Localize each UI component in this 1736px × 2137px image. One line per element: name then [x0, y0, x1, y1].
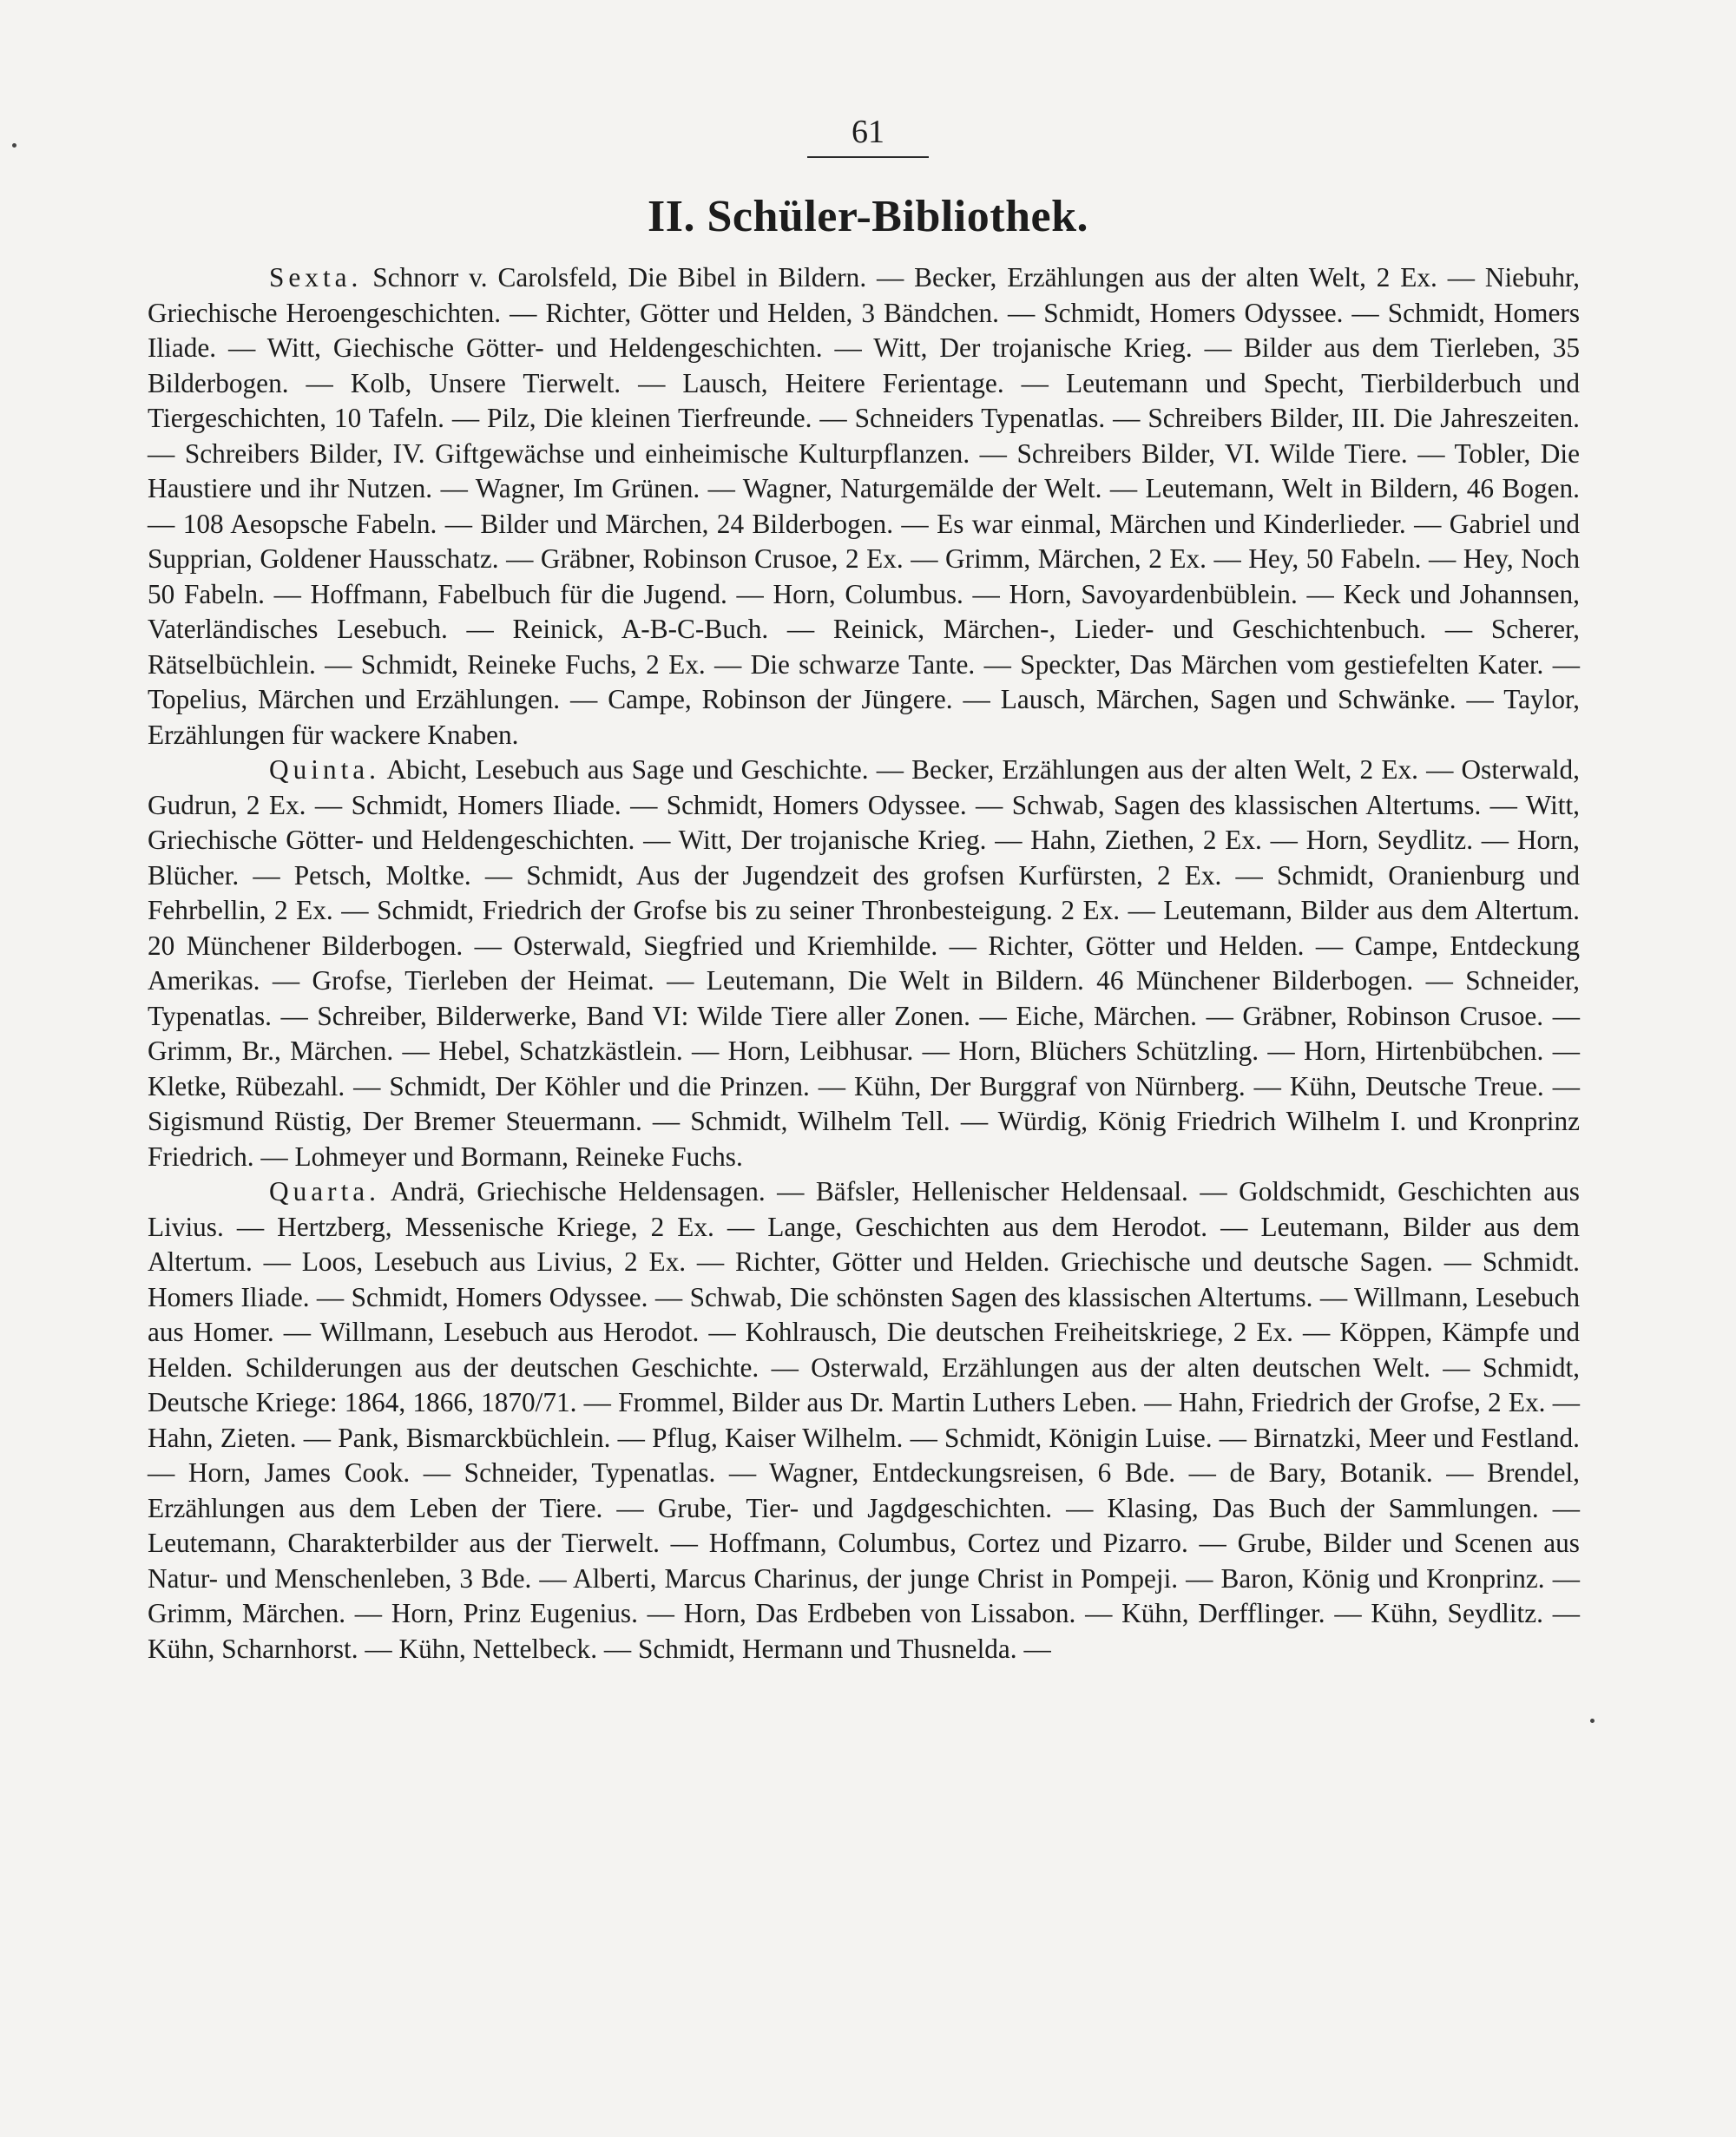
- page-number: 61: [852, 114, 884, 150]
- scan-speck: [1590, 1719, 1595, 1723]
- section-text: Andrä, Griechische Heldensagen. — Bäfsler, Hellenischer Heldensaal. — Goldschmidt, Geschichten aus Livius. — Hertzberg, Messenische Kriege, 2 Ex. — Lange, Geschichten aus dem Herodot. — Leutemann, Bilder aus dem Altertum. — Loos, Lesebuch aus Livius, 2 Ex. — Richter, Götter und Helden. Griechische und deutsche Sagen. — Schmidt. Homers Iliade. — Schmidt, Homers Odyssee. — Schwab, Die schönsten Sagen des klassischen Altertums. — Willmann, Lesebuch aus Homer. — Willmann, Lesebuch aus Herodot. — Kohlrausch, Die deutschen Freiheitskriege, 2 Ex. — Köppen, Kämpfe und Helden. Schilderungen aus der deutschen Geschichte. — Osterwald, Erzählungen aus der alten deutschen Welt. — Schmidt, Deutsche Kriege: 1864, 1866, 1870/71. — Frommel, Bilder aus Dr. Martin Luthers Leben. — Hahn, Friedrich der Grofse, 2 Ex. — Hahn, Zieten. — Pank, Bismarckbüchlein. — Pflug, Kaiser Wilhelm. — Schmidt, Königin Luise. — Birnatzki, Meer und Festland. — Horn, James Cook. — Schneider, Typenatlas. — Wagner, Entdeckungsreisen, 6 Bde. — de Bary, Botanik. — Brendel, Erzählungen aus dem Leben der Tiere. — Grube, Tier- und Jagdgeschichten. — Klasing, Das Buch der Sammlungen. — Leutemann, Charakterbilder aus der Tierwelt. — Hoffmann, Columbus, Cortez und Pizarro. — Grube, Bilder und Scenen aus Natur- und Menschenleben, 3 Bde. — Alberti, Marcus Charinus, der junge Christ in Pompeji. — Baron, König und Kronprinz. — Grimm, Märchen. — Horn, Prinz Eugenius. — Horn, Das Erdbeben von Lissabon. — Kühn, Derfflinger. — Kühn, Seydlitz. — Kühn, Scharnhorst. — Kühn, Nettelbeck. — Schmidt, Hermann und Thusnelda. —: [148, 1176, 1580, 1664]
- scan-speck: [12, 143, 16, 148]
- section-sexta: [148, 260, 1580, 753]
- section-label: Quarta.: [269, 1176, 380, 1207]
- section-quarta: [148, 1174, 1580, 1667]
- section-text: Abicht, Lesebuch aus Sage und Geschichte. — Becker, Erzählungen aus der alten Welt, 2 Ex. — Osterwald, Gudrun, 2 Ex. — Schmidt, Homers Iliade. — Schmidt, Homers Odyssee. — Schwab, Sagen des klassischen Altertums. — Witt, Griechische Götter- und Heldengeschichten. — Witt, Der trojanische Krieg. — Hahn, Ziethen, 2 Ex. — Horn, Seydlitz. — Horn, Blücher. — Petsch, Moltke. — Schmidt, Aus der Jugendzeit des grofsen Kurfürsten, 2 Ex. — Schmidt, Oranienburg und Fehrbellin, 2 Ex. — Schmidt, Friedrich der Grofse bis zu seiner Thronbesteigung. 2 Ex. — Leutemann, Bilder aus dem Altertum. 20 Münchener Bilderbogen. — Osterwald, Siegfried und Kriemhilde. — Richter, Götter und Helden. — Campe, Entdeckung Amerikas. — Grofse, Tierleben der Heimat. — Leutemann, Die Welt in Bildern. 46 Münchener Bilderbogen. — Schneider, Typenatlas. — Schreiber, Bilderwerke, Band VI: Wilde Tiere aller Zonen. — Eiche, Märchen. — Gräbner, Robinson Crusoe. — Grimm, Br., Märchen. — Hebel, Schatzkästlein. — Horn, Leibhusar. — Horn, Blüchers Schützling. — Horn, Hirtenbübchen. — Kletke, Rübezahl. — Schmidt, Der Köhler und die Prinzen. — Kühn, Der Burggraf von Nürnberg. — Kühn, Deutsche Treue. — Sigismund Rüstig, Der Bremer Steuermann. — Schmidt, Wilhelm Tell. — Würdig, König Friedrich Wilhelm I. und Kronprinz Friedrich. — Lohmeyer und Bormann, Reineke Fuchs.: [148, 754, 1580, 1172]
- page-number-rule: [807, 156, 929, 158]
- section-label: Sexta.: [269, 262, 363, 293]
- page-heading: II. Schüler-Bibliothek.: [648, 192, 1088, 241]
- section-text: Schnorr v. Carolsfeld, Die Bibel in Bildern. — Becker, Erzählungen aus der alten Welt, 2 Ex. — Niebuhr, Griechische Heroengeschichten. — Richter, Götter und Helden, 3 Bändchen. — Schmidt, Homers Odyssee. — Schmidt, Homers Iliade. — Witt, Giechische Götter- und Heldengeschichten. — Witt, Der trojanische Krieg. — Bilder aus dem Tierleben, 35 Bilderbogen. — Kolb, Unsere Tierwelt. — Lausch, Heitere Ferientage. — Leutemann und Specht, Tierbilderbuch und Tiergeschichten, 10 Tafeln. — Pilz, Die kleinen Tierfreunde. — Schneiders Typenatlas. — Schreibers Bilder, III. Die Jahreszeiten. — Schreibers Bilder, IV. Giftgewächse und einheimische Kulturpflanzen. — Schreibers Bilder, VI. Wilde Tiere. — Tobler, Die Haustiere und ihr Nutzen. — Wagner, Im Grünen. — Wagner, Naturgemälde der Welt. — Leutemann, Welt in Bildern, 46 Bogen. — 108 Aesopsche Fabeln. — Bilder und Märchen, 24 Bilderbogen. — Es war einmal, Märchen und Kinderlieder. — Gabriel und Supprian, Goldener Hausschatz. — Gräbner, Robinson Crusoe, 2 Ex. — Grimm, Märchen, 2 Ex. — Hey, 50 Fabeln. — Hey, Noch 50 Fabeln. — Hoffmann, Fabelbuch für die Jugend. — Horn, Columbus. — Horn, Savoyardenbüblein. — Keck und Johannsen, Vaterländisches Lesebuch. — Reinick, A-B-C-Buch. — Reinick, Märchen-, Lieder- und Geschichtenbuch. — Scherer, Rätselbüchlein. — Schmidt, Reineke Fuchs, 2 Ex. — Die schwarze Tante. — Speckter, Das Märchen vom gestiefelten Kater. — Topelius, Märchen und Erzählungen. — Campe, Robinson der Jüngere. — Lausch, Märchen, Sagen und Schwänke. — Taylor, Erzählungen für wackere Knaben.: [148, 262, 1581, 750]
- section-quinta: [148, 753, 1580, 1174]
- book-list-body: [148, 260, 1580, 1667]
- section-label: Quinta.: [269, 754, 381, 785]
